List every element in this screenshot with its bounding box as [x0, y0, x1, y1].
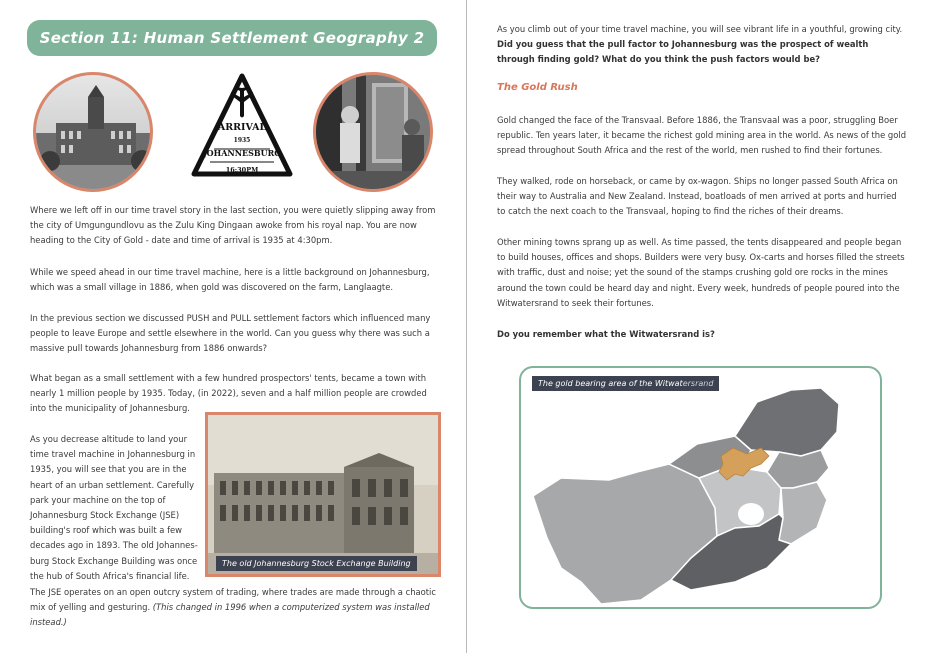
gold-rush-heading: The Gold Rush [497, 82, 578, 93]
pull-factor-question: Did you guess that the pull factor to Johannesburg was the prospect of wealth through finding gold? What do you think the push factors would be? [497, 39, 869, 65]
climb-out-text: As you climb out of your time travel machine, you will see vibrant life in a youthful, growing city. [497, 24, 903, 34]
climb-out-paragraph [497, 22, 907, 68]
push-pull-paragraph: In the previous section we discussed PUSH and PULL settlement factors which influenced many people to leave Europe and settle elsewhere in the world. Can you guess why there was such a massive pull towards Johannesburg from 1886 onwards? [30, 313, 431, 354]
arrival-stamp [188, 70, 296, 182]
jse-photo-caption: The old Johannesburg Stock Exchange Building [216, 556, 417, 571]
background-paragraph: While we speed ahead in our time travel machine, here is a little background on Johannesburg, which was a small village in 1886, when gold was discovered on the farm, Langlaagte. [30, 267, 430, 293]
witwatersrand-question: Do you remember what the Witwatersrand is? [497, 329, 715, 339]
map-caption-tail: ersrand [682, 379, 714, 388]
transvaal-paragraph: Gold changed the face of the Transvaal. Before 1886, the Transvaal was a poor, struggling Boer republic. Ten years later, it became the richest gold mining area in the world. As news of the gold spread throughout South Africa and the rest of the world, men rushed to find their fortunes. [497, 115, 907, 156]
mining-towns-paragraph: Other mining towns sprang up as well. As time passed, the tents disappeared and people began to build houses, offices and shops. Builders were very busy. Ox-carts and horses filled the streets with traffic, dust and noise; yet the sound of the stamps crushing gold ore rocks in the mines around the town could be heard day and night. Every week, hundreds of people poured into the Witwatersrand to seek their fortunes. [497, 237, 905, 308]
jse-building-photo [205, 412, 441, 577]
stamp-year-text: 1935 [233, 137, 251, 144]
gold-area-map [519, 366, 882, 609]
landing-paragraph: As you decrease altitude to land your time travel machine in Johannesburg in 1935, you will see that you are in the heart of an urban settlement. Carefully park your machine on the top of Johannesburg Stock Exchange (JSE) building's roof which was built a few decades ago in 1893. The old Johannes-burg Stock Exchange Building was once the hub of South Africa's financial life. [30, 434, 198, 581]
map-caption-main: The gold bearing area of the Witwat [538, 379, 683, 388]
stamp-arrival-text: ARRIVAL [217, 122, 267, 133]
map-region-kzn [779, 482, 827, 544]
section-title-banner [27, 20, 437, 56]
map-caption [532, 376, 719, 391]
stamp-time-text: 16:30PM [225, 166, 259, 174]
city-hall-photo [33, 72, 153, 192]
travel-paragraph: They walked, rode on horseback, or came by ox-wagon. Ships no longer passed South Africa on their way to Australia and New Zealand. Instead, boatloads of men arrived at ports and hurried to catch the next coach to the Transvaal, hoping to find the riches of their dreams. [497, 176, 898, 217]
intro-paragraph: Where we left off in our time travel story in the last section, you were quietly slipping away from the city of Umgungundlovu as the Zulu King Dingaan awoke from his royal nap. You are now heading to the City of Gold - date and time of arrival is 1935 at 4:30pm. [30, 205, 436, 246]
growth-paragraph: What began as a small settlement with a few hundred prospectors' tents, became a town with nearly 1 million people by 1935. Today, (in 2022), seven and a half million people are crowded into the municipality of Johannesburg. [30, 373, 427, 414]
stamp-city-text: JOHANNESBURG [202, 148, 282, 158]
map-region-north [735, 388, 839, 456]
right-page [467, 0, 934, 653]
map-lesotho [738, 503, 764, 525]
map-region-east [767, 450, 829, 488]
section-title: Section 11: Human Settlement Geography 2 [39, 29, 425, 47]
jse-italic-note: (This changed in 1996 when a computerized system was installed instead.) [30, 602, 430, 628]
jse-text: The JSE operates on an open outcry system of trading, where trades are made through a chaotic mix of yelling and gesturing. [30, 587, 436, 613]
jse-paragraph [30, 585, 437, 631]
historic-people-photo [313, 72, 433, 192]
